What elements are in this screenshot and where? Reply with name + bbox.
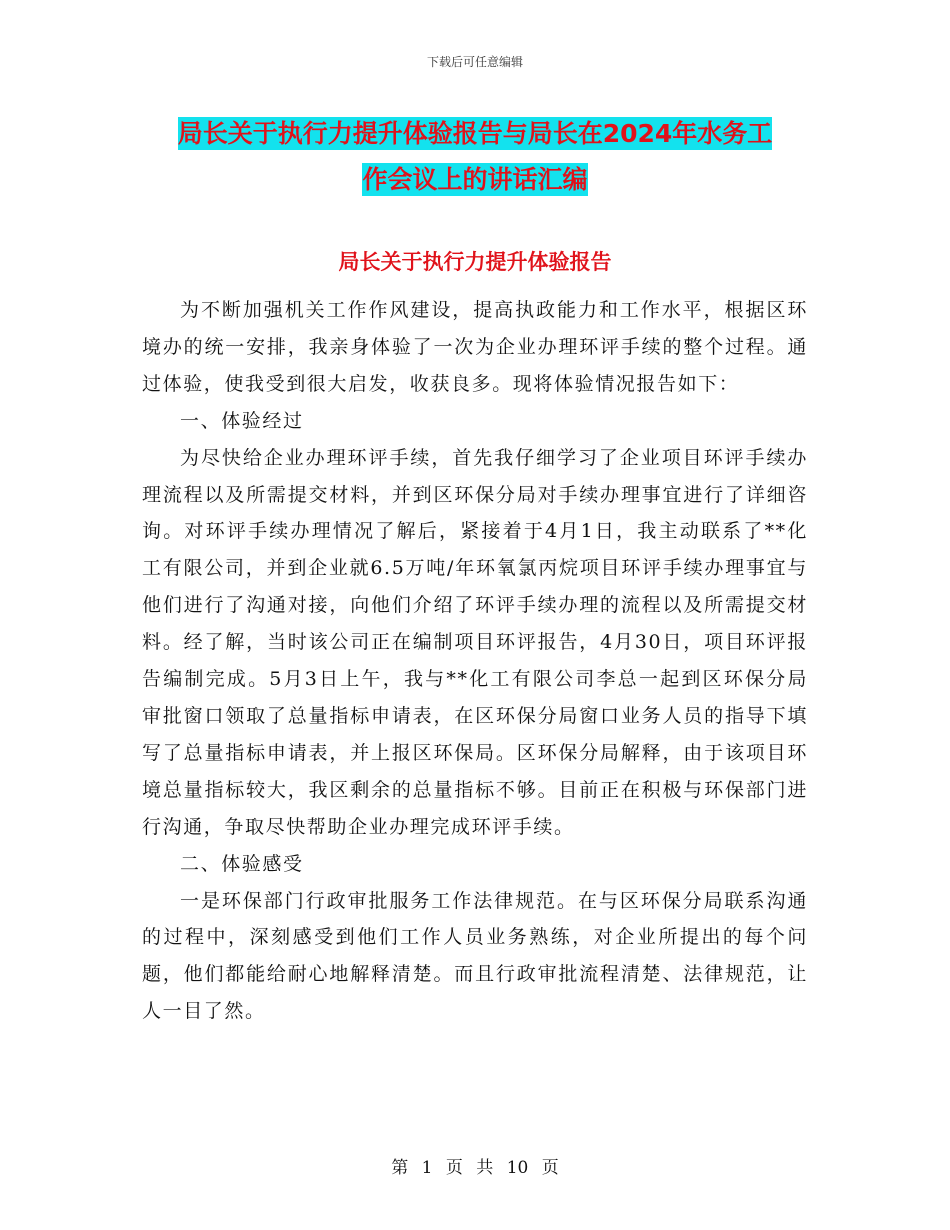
heading-experience-process: 一、体验经过 bbox=[180, 409, 304, 432]
paragraph-process: 为尽快给企业办理环评手续，首先我仔细学习了企业项目环评手续办理流程以及所需提交材料，并到区环保分局对手续办理事宜进行了详细咨询。对环评手续办理情况了解后，紧接着于4月1日，我主动联系了**化工有限公司，并到企业就6.5万吨/年环氧氯丙烷项目环评手续办理事宜与他们进行了沟通对接，向他们介绍了环评手续办理的流程以及所需提交材料。经了解，当时该公司正在编制项目环评报告，4月30日，项目环评报告编制完成。5月3日上午，我与**化工有限公司李总一起到区环保分局审批窗口领取了总量指标申请表，在区环保分局窗口业务人员的指导下填写了总量指标申请表，并上报区环保局。区环保分局解释，由于该项目环境总量指标较大，我区剩余的总量指标不够。目前正在积极与环保部门进行沟通，争取尽快帮助企业办理完成环评手续。 bbox=[142, 446, 808, 838]
header-note: 下载后可任意编辑 bbox=[426, 55, 523, 69]
paragraph-intro: 为不断加强机关工作作风建设，提高执政能力和工作水平，根据区环境办的统一安排，我亲身体验了一次为企业办理环评手续的整个过程。通过体验，使我受到很大启发，收获良多。现将体验情况报告如下： bbox=[142, 299, 808, 395]
document-title-line-1: 局长关于执行力提升体验报告与局长在2024年水务工 bbox=[177, 119, 773, 148]
body-text bbox=[142, 292, 808, 1030]
heading-experience-feelings: 二、体验感受 bbox=[180, 852, 304, 875]
paragraph-feelings: 一是环保部门行政审批服务工作法律规范。在与区环保分局联系沟通的过程中，深刻感受到他们工作人员业务熟练，对企业所提出的每个问题，他们都能给耐心地解释清楚。而且行政审批流程清楚、法律规范，让人一目了然。 bbox=[142, 889, 808, 1023]
document-title bbox=[0, 111, 950, 203]
section-title: 局长关于执行力提升体验报告 bbox=[338, 250, 612, 274]
page-footer: 第 1 页 共 10 页 bbox=[391, 1158, 559, 1178]
document-title-line-2: 作会议上的讲话汇编 bbox=[362, 165, 588, 194]
